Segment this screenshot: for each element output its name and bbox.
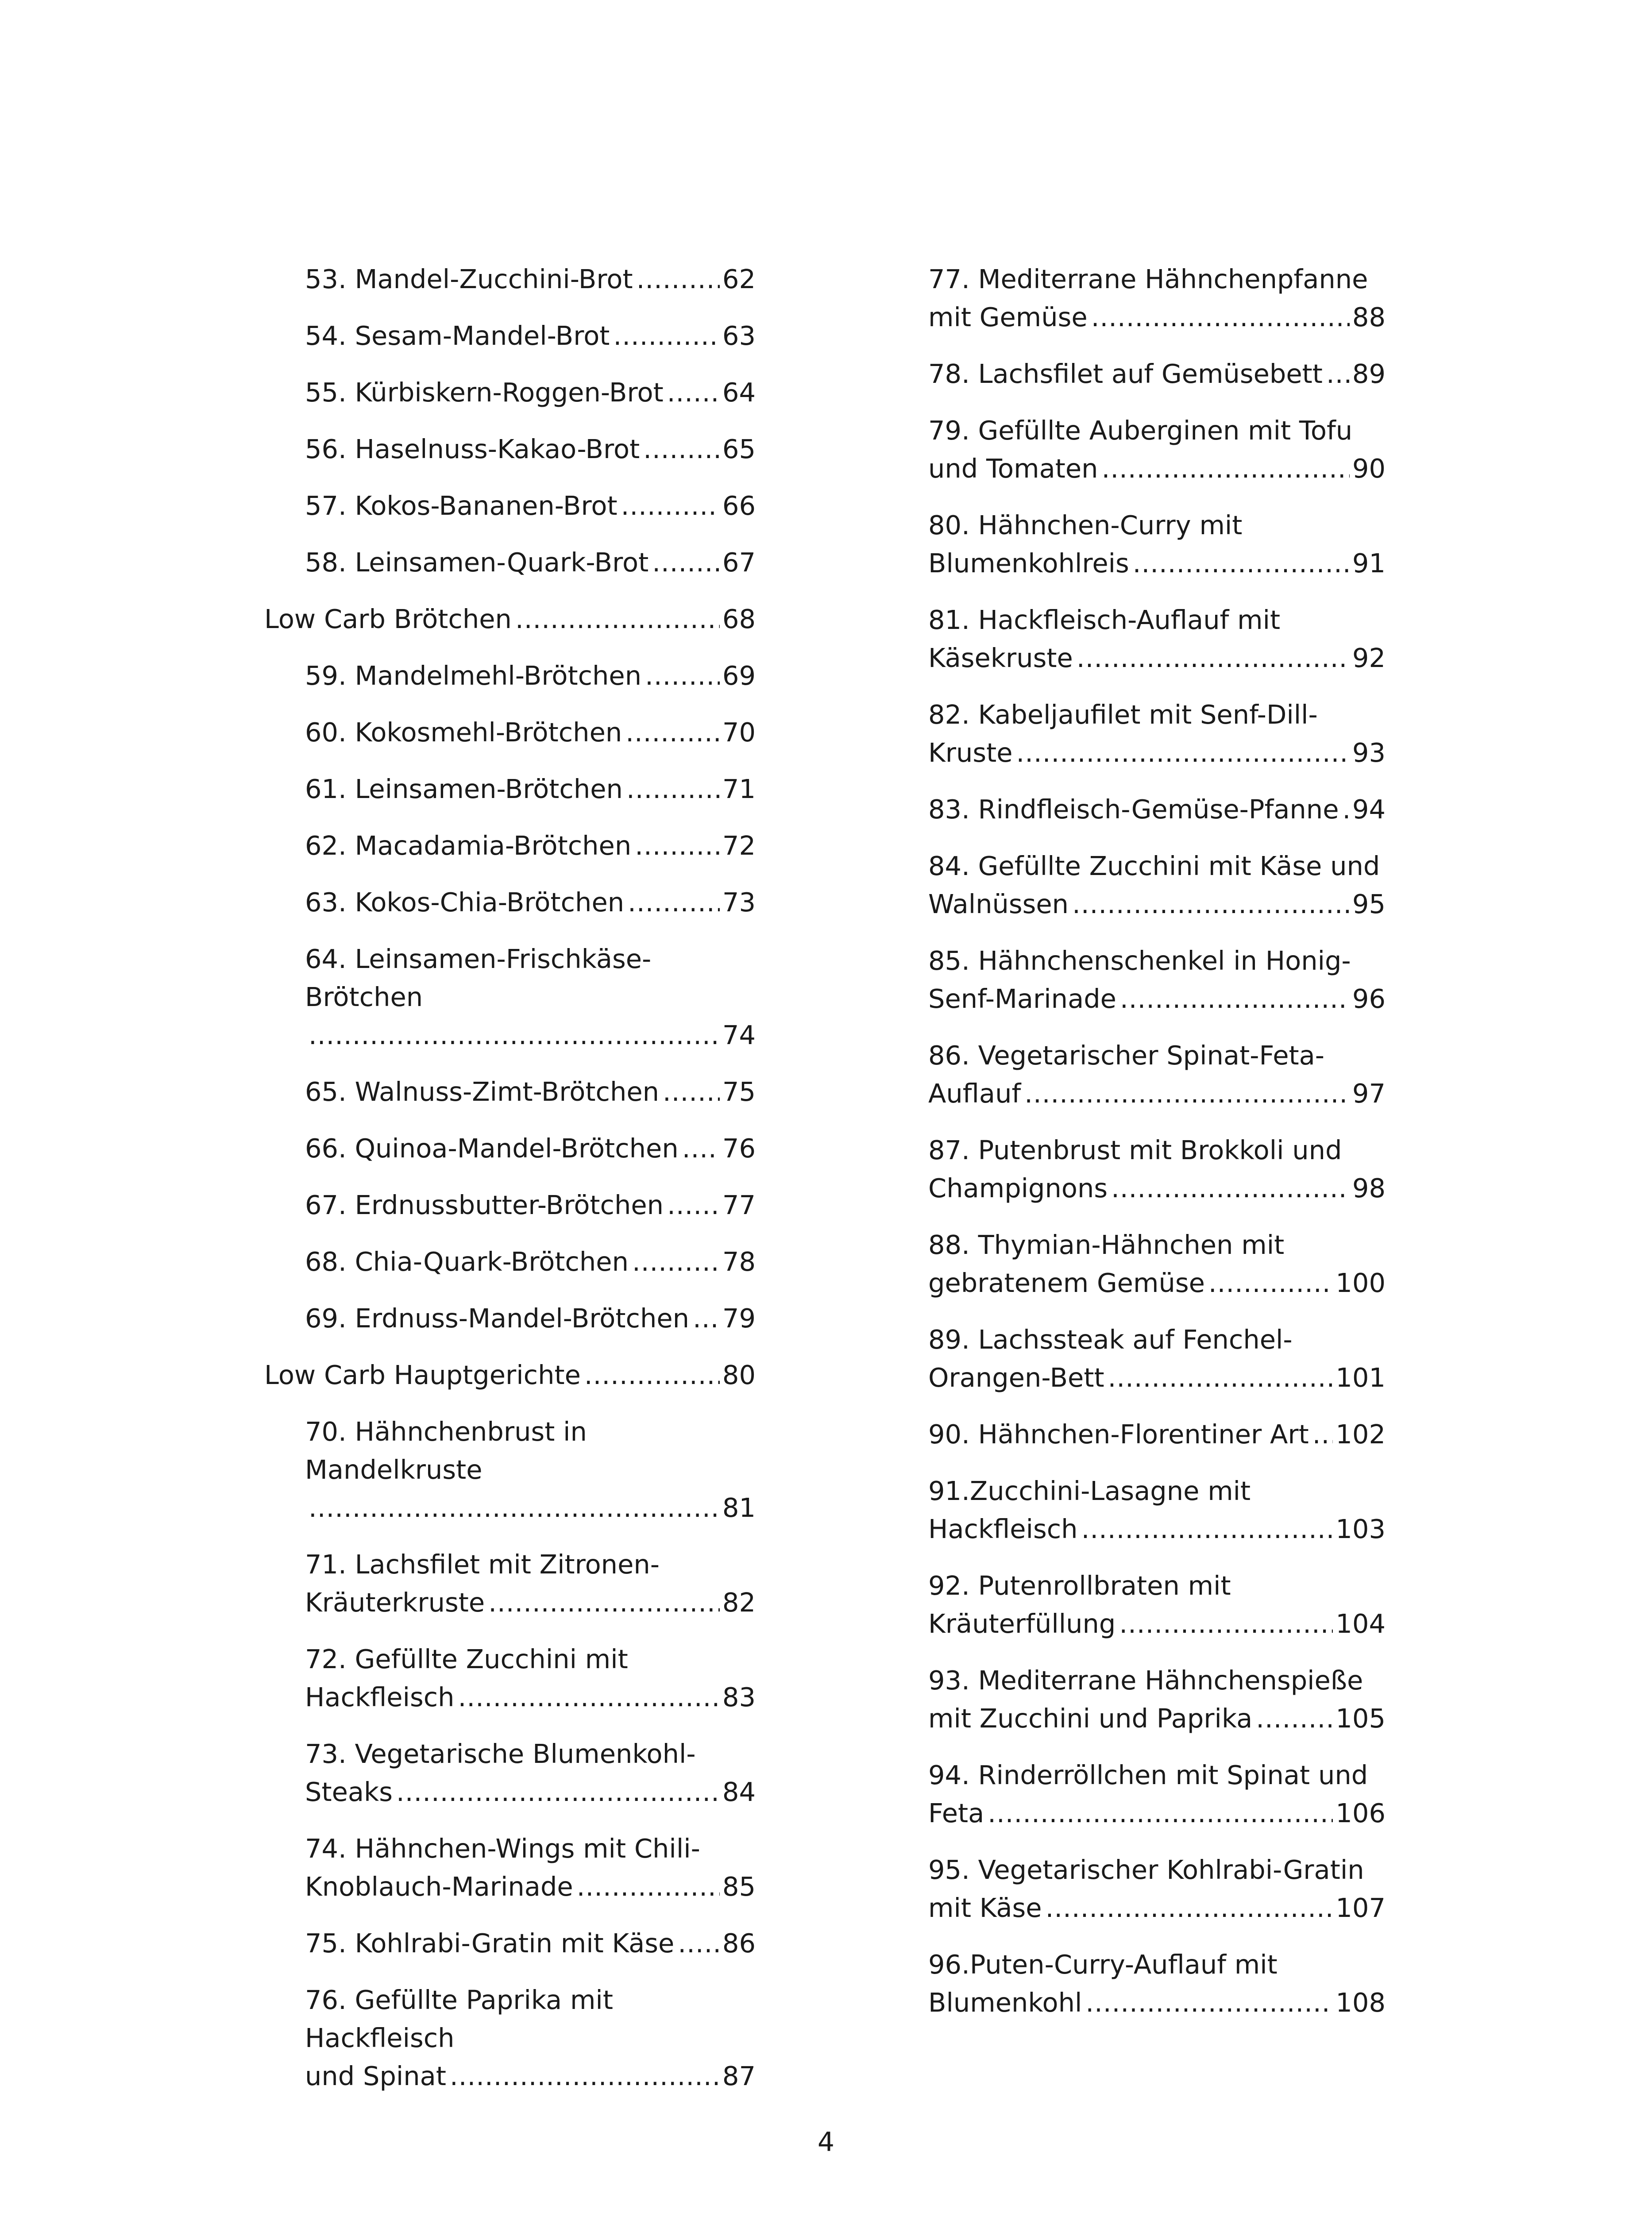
toc-entry-title: 83. Rindfleisch-Gemüse-Pfanne: [928, 794, 1339, 825]
toc-dot-leader: [632, 1243, 720, 1281]
toc-entry-title-line: 87. Putenbrust mit Brokkoli und: [928, 1135, 1342, 1165]
toc-entry[interactable]: [928, 1567, 1386, 1643]
toc-entry[interactable]: [928, 1756, 1386, 1832]
toc-section-heading[interactable]: [264, 600, 756, 638]
toc-entry[interactable]: [928, 601, 1386, 677]
toc-entry-page-number: 82: [722, 1587, 756, 1618]
toc-entry-title-line: 71. Lachsfilet mit Zitronen-: [305, 1549, 660, 1580]
toc-dot-leader: [645, 657, 720, 695]
toc-dot-leader: [450, 2057, 720, 2095]
toc-entry[interactable]: [928, 790, 1386, 829]
toc-entry[interactable]: [264, 883, 756, 921]
toc-entry-page-number: 71: [722, 774, 756, 804]
toc-entry-title-line: 81. Hackfleisch-Auflauf mit: [928, 605, 1281, 635]
toc-entry-line: [928, 1075, 1386, 1113]
toc-entry-title: 57. Kokos-Bananen-Brot: [305, 490, 618, 521]
toc-entry-title-line: 89. Lachssteak auf Fenchel-: [928, 1324, 1293, 1355]
toc-dot-leader: [1312, 1415, 1333, 1453]
toc-entry-title: 54. Sesam-Mandel-Brot: [305, 320, 610, 351]
toc-dot-leader: [1102, 450, 1350, 488]
toc-entry-title: Kruste: [928, 737, 1013, 768]
toc-entry-title: 63. Kokos-Chia-Brötchen: [305, 887, 625, 918]
toc-dot-leader: [635, 827, 720, 865]
toc-entry-title: mit Gemüse: [928, 302, 1088, 332]
toc-entry-title: Blumenkohlreis: [928, 548, 1129, 578]
toc-entry-title: Käsekruste: [928, 643, 1073, 673]
toc-dot-leader: [1133, 544, 1350, 582]
toc-entry[interactable]: [264, 1299, 756, 1338]
toc-entry[interactable]: [928, 355, 1386, 393]
toc-entry-title: Low Carb Hauptgerichte: [264, 1360, 581, 1390]
toc-entry-title: 55. Kürbiskern-Roggen-Brot: [305, 377, 664, 408]
toc-entry-page-number: 74: [722, 1020, 756, 1050]
toc-dot-leader: [1120, 980, 1350, 1018]
toc-entry[interactable]: [264, 657, 756, 695]
toc-entry-line: [928, 734, 1386, 772]
toc-entry[interactable]: [264, 827, 756, 865]
toc-entry-page-number: 75: [722, 1076, 756, 1107]
toc-entry-line: [928, 1984, 1386, 2022]
toc-entry-page-number: 102: [1335, 1419, 1386, 1450]
toc-dot-leader: [1077, 639, 1350, 677]
toc-entry-title: 58. Leinsamen-Quark-Brot: [305, 547, 649, 578]
toc-entry-title: Kräuterfüllung: [928, 1608, 1116, 1639]
toc-entry-title-line: 72. Gefüllte Zucchini mit: [305, 1644, 628, 1674]
toc-entry-title-line: 80. Hähnchen-Curry mit: [928, 510, 1243, 540]
toc-entry-page-number: 107: [1335, 1893, 1386, 1923]
toc-entry[interactable]: [264, 1735, 756, 1811]
toc-dot-leader: [667, 374, 720, 412]
toc-entry-title: Hackfleisch: [305, 1682, 455, 1712]
toc-dot-leader: [1016, 734, 1350, 772]
toc-entry-title: und Spinat: [305, 2061, 446, 2091]
toc-entry-page-number: 81: [722, 1492, 756, 1523]
toc-dot-leader: [1081, 1510, 1333, 1548]
toc-entry-line: [928, 544, 1386, 582]
toc-entry[interactable]: [264, 1830, 756, 1906]
toc-entry-page-number: 70: [722, 717, 756, 748]
toc-entry[interactable]: [928, 1946, 1386, 2022]
toc-entry-line: [928, 790, 1386, 829]
toc-entry-title: 78. Lachsfilet auf Gemüsebett: [928, 359, 1323, 389]
toc-entry-title-line: 70. Hähnchenbrust in Mandelkruste: [305, 1416, 587, 1485]
toc-entry-line: [928, 1510, 1386, 1548]
toc-entry-title-line: 79. Gefüllte Auberginen mit Tofu: [928, 415, 1353, 446]
toc-dot-leader: [309, 1489, 720, 1527]
toc-entry-page-number: 97: [1352, 1078, 1386, 1109]
toc-entry-title: 75. Kohlrabi-Gratin mit Käse: [305, 1928, 675, 1959]
toc-entry-title-line: 88. Thymian-Hähnchen mit: [928, 1230, 1285, 1260]
toc-entry[interactable]: [264, 1981, 756, 2095]
toc-dot-leader: [613, 317, 719, 355]
toc-entry-title-line: 74. Hähnchen-Wings mit Chili-: [305, 1833, 700, 1864]
toc-entry-title-line: 73. Vegetarische Blumenkohl-: [305, 1739, 696, 1769]
toc-entry[interactable]: [264, 940, 756, 1054]
toc-dot-leader: [1024, 1075, 1350, 1113]
toc-entry-line: [305, 1243, 756, 1281]
toc-entry[interactable]: [928, 1037, 1386, 1113]
toc-entry[interactable]: [928, 942, 1386, 1018]
toc-dot-leader: [682, 1130, 720, 1168]
toc-entry[interactable]: [264, 544, 756, 582]
toc-entry-title-line: 95. Vegetarischer Kohlrabi-Gratin: [928, 1854, 1364, 1885]
toc-entry[interactable]: [928, 1415, 1386, 1453]
toc-dot-leader: [1326, 355, 1350, 393]
toc-entry-page-number: 63: [722, 320, 756, 351]
toc-entry[interactable]: [264, 260, 756, 298]
toc-section-heading[interactable]: [264, 1356, 756, 1394]
toc-dot-leader: [663, 1073, 720, 1111]
toc-left-column: [264, 260, 756, 2114]
toc-entry-page-number: 76: [722, 1133, 756, 1164]
toc-entry-title: 90. Hähnchen-Florentiner Art: [928, 1419, 1309, 1450]
toc-entry[interactable]: [928, 696, 1386, 772]
toc-entry-line: [305, 487, 756, 525]
toc-dot-leader: [1208, 1264, 1333, 1302]
toc-entry-title: Hackfleisch: [928, 1514, 1078, 1544]
toc-entry-line: [305, 1489, 756, 1527]
toc-entry-page-number: 79: [722, 1303, 756, 1334]
toc-entry-line: [928, 1415, 1386, 1453]
toc-entry-page-number: 67: [722, 547, 756, 578]
toc-entry-title: 69. Erdnuss-Mandel-Brötchen: [305, 1303, 690, 1334]
toc-entry-title: Steaks: [305, 1777, 393, 1807]
toc-entry-line: [305, 657, 756, 695]
toc-entry-line: [305, 1073, 756, 1111]
toc-entry-page-number: 96: [1352, 983, 1386, 1014]
toc-dot-leader: [667, 1186, 720, 1224]
toc-entry-page-number: 101: [1335, 1362, 1386, 1393]
toc-entry[interactable]: [928, 1226, 1386, 1302]
toc-dot-leader: [637, 260, 720, 298]
toc-entry-page-number: 88: [1352, 302, 1386, 332]
toc-entry-page-number: 93: [1352, 737, 1386, 768]
toc-entry-line: [305, 1130, 756, 1168]
toc-entry-page-number: 65: [722, 434, 756, 464]
toc-entry-title: 61. Leinsamen-Brötchen: [305, 774, 623, 804]
toc-entry-line: [305, 374, 756, 412]
toc-entry-title-line: 96.Puten-Curry-Auflauf mit: [928, 1949, 1278, 1980]
toc-entry-title: Low Carb Brötchen: [264, 604, 512, 634]
toc-entry-page-number: 72: [722, 830, 756, 861]
toc-entry-page-number: 62: [722, 264, 756, 294]
toc-entry-line: [305, 430, 756, 468]
toc-entry-title-line: 92. Putenrollbraten mit: [928, 1570, 1231, 1601]
toc-entry-title: und Tomaten: [928, 453, 1098, 484]
toc-entry-title: Orangen-Bett: [928, 1362, 1104, 1393]
toc-entry[interactable]: [928, 847, 1386, 923]
toc-dot-leader: [1085, 1984, 1333, 2022]
toc-entry-line: [305, 713, 756, 752]
toc-entry-title-line: 86. Vegetarischer Spinat-Feta-: [928, 1040, 1325, 1071]
toc-entry-title: 66. Quinoa-Mandel-Brötchen: [305, 1133, 679, 1164]
toc-dot-leader: [626, 770, 720, 808]
page-number: 4: [817, 2127, 835, 2158]
toc-entry-page-number: 108: [1335, 1987, 1386, 2018]
toc-entry-page-number: 87: [722, 2061, 756, 2091]
toc-dot-leader: [1046, 1889, 1333, 1927]
toc-dot-leader: [628, 883, 720, 921]
toc-dot-leader: [678, 1924, 720, 1962]
toc-entry-page-number: 90: [1352, 453, 1386, 484]
toc-entry-title: 68. Chia-Quark-Brötchen: [305, 1246, 629, 1277]
toc-entry-title: Senf-Marinade: [928, 983, 1116, 1014]
toc-entry[interactable]: [264, 1546, 756, 1622]
toc-entry[interactable]: [264, 317, 756, 355]
toc-dot-leader: [458, 1678, 720, 1716]
toc-entry-title: Kräuterkruste: [305, 1587, 485, 1618]
toc-entry[interactable]: [264, 1640, 756, 1716]
toc-entry-page-number: 73: [722, 887, 756, 918]
toc-entry-line: [928, 885, 1386, 923]
toc-entry-title: Feta: [928, 1798, 984, 1828]
toc-entry-line: [305, 827, 756, 865]
toc-entry[interactable]: [928, 260, 1386, 336]
toc-entry-line: [305, 1016, 756, 1054]
toc-entry-page-number: 106: [1335, 1798, 1386, 1828]
toc-entry-page-number: 78: [722, 1246, 756, 1277]
toc-entry-line: [928, 1264, 1386, 1302]
toc-entry-line: [305, 1773, 756, 1811]
toc-dot-leader: [1091, 298, 1350, 336]
toc-entry-title: gebratenem Gemüse: [928, 1268, 1205, 1298]
toc-dot-leader: [988, 1794, 1333, 1832]
toc-entry-title-line: 77. Mediterrane Hähnchenpfanne: [928, 264, 1368, 294]
toc-entry[interactable]: [928, 1472, 1386, 1548]
toc-entry-page-number: 83: [722, 1682, 756, 1712]
toc-entry-title: 59. Mandelmehl-Brötchen: [305, 660, 642, 691]
toc-entry[interactable]: [264, 1924, 756, 1962]
toc-entry-line: [305, 1186, 756, 1224]
toc-entry[interactable]: [264, 1413, 756, 1527]
toc-entry-page-number: 77: [722, 1190, 756, 1220]
toc-entry-line: [305, 317, 756, 355]
toc-entry-line: [305, 883, 756, 921]
toc-entry-title-line: 94. Rinderröllchen mit Spinat und: [928, 1760, 1368, 1790]
toc-entry-page-number: 95: [1352, 889, 1386, 919]
toc-entry[interactable]: [264, 487, 756, 525]
toc-entry-title: 67. Erdnussbutter-Brötchen: [305, 1190, 664, 1220]
toc-entry-title: Knoblauch-Marinade: [305, 1871, 573, 1902]
toc-entry-line: [264, 600, 756, 638]
toc-entry-page-number: 80: [722, 1360, 756, 1390]
toc-entry[interactable]: [264, 1130, 756, 1168]
toc-entry-title: mit Käse: [928, 1893, 1042, 1923]
toc-entry-line: [264, 1356, 756, 1394]
toc-dot-leader: [1072, 885, 1350, 923]
toc-entry-line: [928, 1889, 1386, 1927]
toc-entry-title: Blumenkohl: [928, 1987, 1082, 2018]
toc-right-column: [928, 260, 1386, 2040]
toc-entry-title: Auflauf: [928, 1078, 1021, 1109]
toc-entry-line: [305, 2057, 756, 2095]
toc-entry[interactable]: [928, 1321, 1386, 1397]
toc-entry-line: [305, 1584, 756, 1622]
toc-entry-title: 53. Mandel-Zucchini-Brot: [305, 264, 633, 294]
toc-entry-page-number: 92: [1352, 643, 1386, 673]
toc-entry-title-line: 64. Leinsamen-Frischkäse-Brötchen: [305, 944, 652, 1012]
toc-entry-title: Champignons: [928, 1173, 1108, 1203]
toc-entry-line: [305, 1299, 756, 1338]
toc-entry-line: [928, 1605, 1386, 1643]
toc-entry[interactable]: [264, 1073, 756, 1111]
toc-entry-page-number: 86: [722, 1928, 756, 1959]
toc-entry[interactable]: [928, 412, 1386, 488]
toc-dot-leader: [643, 430, 720, 468]
toc-entry[interactable]: [928, 1851, 1386, 1927]
toc-entry-title: 60. Kokosmehl-Brötchen: [305, 717, 622, 748]
toc-dot-leader: [652, 544, 720, 582]
toc-entry-page-number: 89: [1352, 359, 1386, 389]
toc-entry-line: [305, 770, 756, 808]
toc-entry[interactable]: [928, 506, 1386, 582]
toc-entry-line: [928, 1700, 1386, 1738]
toc-entry[interactable]: [928, 1662, 1386, 1738]
toc-dot-leader: [1343, 790, 1350, 829]
toc-entry-page-number: 100: [1335, 1268, 1386, 1298]
toc-dot-leader: [515, 600, 720, 638]
toc-entry-line: [928, 980, 1386, 1018]
toc-dot-leader: [1256, 1700, 1333, 1738]
toc-entry-page-number: 91: [1352, 548, 1386, 578]
toc-dot-leader: [577, 1868, 720, 1906]
toc-entry-title-line: 93. Mediterrane Hähnchenspieße: [928, 1665, 1363, 1696]
toc-entry-line: [928, 639, 1386, 677]
toc-entry-line: [928, 298, 1386, 336]
toc-entry-title: 62. Macadamia-Brötchen: [305, 830, 632, 861]
toc-entry-page-number: 94: [1352, 794, 1386, 825]
toc-dot-leader: [1111, 1169, 1350, 1207]
toc-dot-leader: [309, 1016, 720, 1054]
toc-entry-page-number: 84: [722, 1777, 756, 1807]
toc-entry-title-line: 85. Hähnchenschenkel in Honig-: [928, 945, 1351, 976]
toc-entry-title: 65. Walnuss-Zimt-Brötchen: [305, 1076, 660, 1107]
toc-dot-leader: [1119, 1605, 1333, 1643]
toc-entry-line: [928, 1169, 1386, 1207]
toc-entry[interactable]: [928, 1131, 1386, 1207]
toc-entry-page-number: 68: [722, 604, 756, 634]
toc-dot-leader: [584, 1356, 720, 1394]
toc-entry[interactable]: [264, 374, 756, 412]
toc-entry-page-number: 105: [1335, 1703, 1386, 1734]
toc-entry-page-number: 85: [722, 1871, 756, 1902]
toc-entry-line: [305, 544, 756, 582]
toc-entry-page-number: 98: [1352, 1173, 1386, 1203]
toc-entry-line: [305, 1924, 756, 1962]
toc-entry-title-line: 82. Kabeljaufilet mit Senf-Dill-: [928, 699, 1318, 730]
toc-dot-leader: [693, 1299, 720, 1338]
toc-dot-leader: [1108, 1359, 1333, 1397]
toc-entry-page-number: 104: [1335, 1608, 1386, 1639]
toc-entry-line: [928, 355, 1386, 393]
toc-entry[interactable]: [264, 1186, 756, 1224]
toc-entry-title: mit Zucchini und Paprika: [928, 1703, 1253, 1734]
toc-entry-title: 56. Haselnuss-Kakao-Brot: [305, 434, 640, 464]
toc-entry[interactable]: [264, 713, 756, 752]
toc-entry-page-number: 69: [722, 660, 756, 691]
toc-entry[interactable]: [264, 1243, 756, 1281]
toc-dot-leader: [625, 713, 720, 752]
toc-entry-line: [305, 1868, 756, 1906]
toc-entry-line: [305, 260, 756, 298]
toc-entry[interactable]: [264, 770, 756, 808]
toc-entry-page-number: 103: [1335, 1514, 1386, 1544]
toc-entry-line: [928, 1359, 1386, 1397]
toc-entry-line: [928, 1794, 1386, 1832]
toc-entry-line: [305, 1678, 756, 1716]
toc-entry[interactable]: [264, 430, 756, 468]
toc-entry-title-line: 91.Zucchini-Lasagne mit: [928, 1476, 1251, 1506]
toc-dot-leader: [396, 1773, 720, 1811]
toc-dot-leader: [621, 487, 720, 525]
toc-entry-title-line: 76. Gefüllte Paprika mit Hackfleisch: [305, 1985, 613, 2053]
toc-entry-title: Walnüssen: [928, 889, 1069, 919]
toc-entry-page-number: 66: [722, 490, 756, 521]
toc-dot-leader: [488, 1584, 720, 1622]
toc-entry-title-line: 84. Gefüllte Zucchini mit Käse und: [928, 851, 1380, 881]
toc-entry-page-number: 64: [722, 377, 756, 408]
toc-entry-line: [928, 450, 1386, 488]
